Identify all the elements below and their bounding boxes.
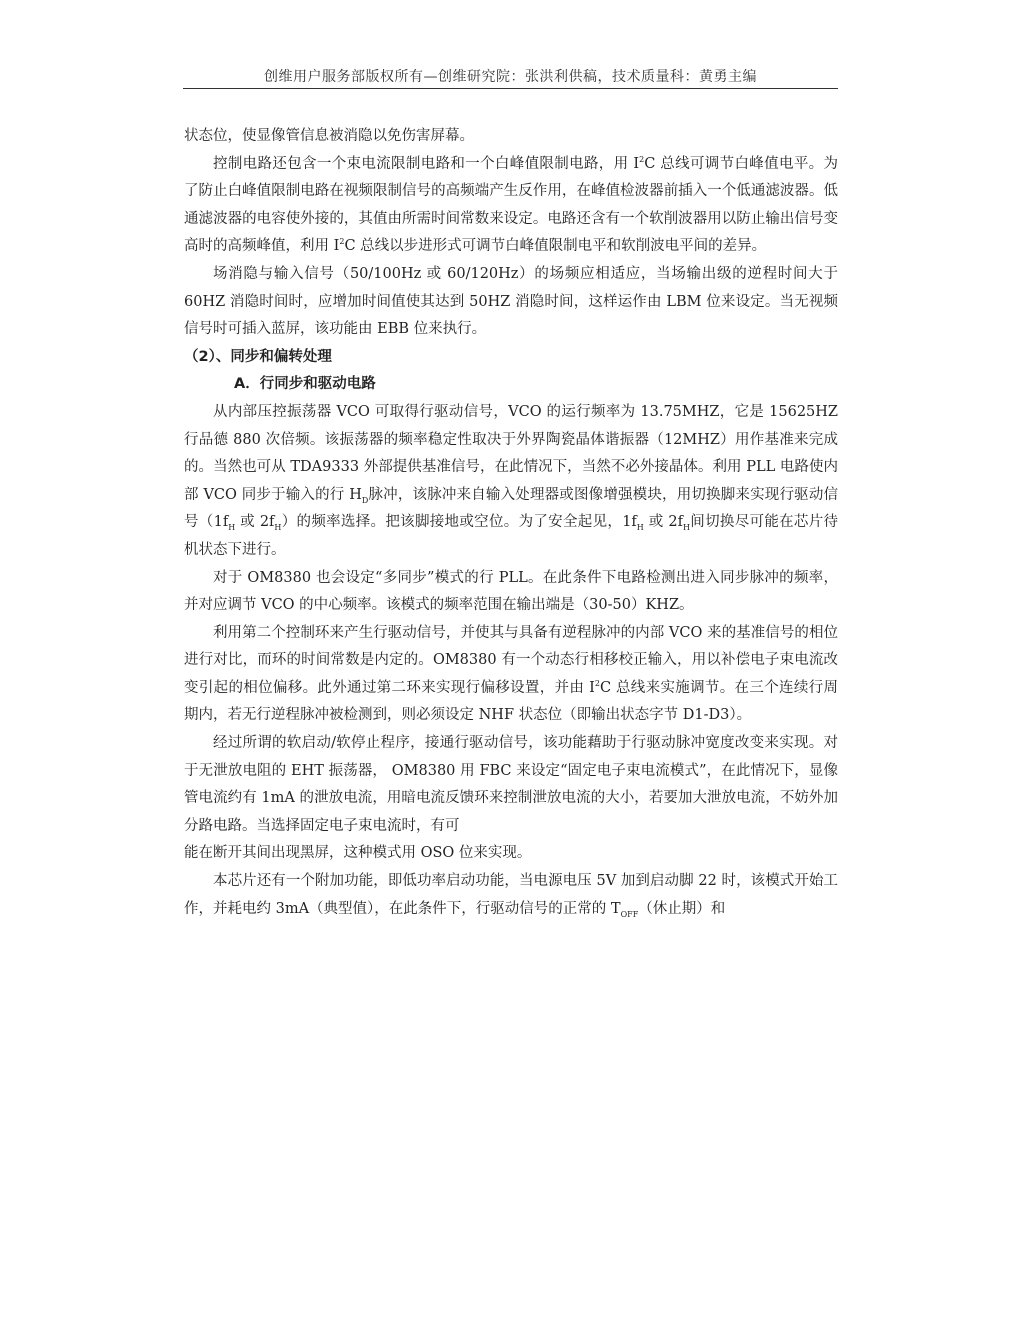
superscript: 2: [339, 237, 345, 247]
subscript: H: [636, 523, 644, 533]
paragraph-9: [184, 868, 838, 923]
paragraph-6: [184, 620, 838, 730]
superscript: 2: [594, 679, 600, 689]
paragraph-2: [184, 151, 838, 261]
text-run: 间切换尽可能在芯片待机状态下进行。: [184, 514, 839, 558]
page-header: 创维用户服务部版权所有—创维研究院：张洪利供稿，技术质量科：黄勇主编: [264, 69, 757, 85]
text-run: 从内部压控振荡器 VCO 可取得行驱动信号，VCO 的运行频率为 13.75MHZ，它是 15625HZ 行品德 880 次倍频。该振荡器的频率稳定性取决于外界陶瓷晶体谐振器（12MHZ）用作基准来完成的。当然也可从 TDA9333 外部提供基准信号，在此情况下，当然不必外接晶体。利用 PLL 电路使内部 VCO 同步于输入的行 H: [184, 403, 838, 503]
paragraph-5: 对于 OM8380 也会设定“多同步”模式的行 PLL。在此条件下电路检测出进入同步脉冲的频率，并对应调节 VCO 的中心频率。该模式的频率范围在输出端是（30-50）KHZ。: [184, 569, 838, 614]
subsection-heading: A．行同步和驱动电路: [234, 376, 376, 393]
text-run: 本芯片还有一个附加功能，即低功率启动功能，当电源电压 5V 加到启动脚 22 时，该模式开始工作，并耗电约 3mA（典型值），在此条件下，行驱动信号的正常的 T: [184, 873, 838, 917]
text-run: （休止期）和: [638, 900, 726, 917]
paragraph-3: 场消隐与输入信号（50/100Hz 或 60/120Hz）的场频应相适应，当场输出级的逆程时间大于 60HZ 消隐时间时，应增加时间值使其达到 50HZ 消隐时间，这样运作由 LBM 位来设定。当无视频信号时可插入蓝屏，该功能由 EBB 位来执行。: [184, 265, 838, 338]
text-run: ）的频率选择。把该脚接地或空位。为了安全起见，1f: [281, 514, 637, 531]
document-body: [184, 123, 838, 923]
subscript: H: [683, 523, 690, 533]
paragraph-7: 经过所谓的软启动/软停止程序，接通行驱动信号，该功能藉助于行驱动脉冲宽度改变来实现。对于无泄放电阻的 EHT 振荡器， OM8380 用 FBC 来设定“固定电子束电流模式”，在此情况下，显像管电流约有 1mA 的泄放电流，用暗电流反馈环来控制泄放电流的大小，若要加大泄放电流，不妨外加分路电路。当选择固定电子束电流时，有可: [184, 735, 838, 834]
superscript: 2: [639, 154, 645, 164]
header-rule: [183, 88, 838, 89]
subscript: H: [274, 523, 282, 533]
text-run: C 总线以步进形式可调节白峰值限制电平和软削波电平间的差异。: [344, 238, 767, 255]
subscript: OFF: [620, 909, 639, 919]
text-run: C 总线可调节白峰值电平。为了防止白峰值限制电路在视频限制信号的高频端产生反作用，在峰值检波器前插入一个低通滤波器。低通滤波器的电容使外接的，其值由所需时间常数来设定。电路还含有一个软削波器用以防止输出信号变高时的高频峰值，利用 I: [184, 155, 838, 255]
text-run: 利用第二个控制环来产生行驱动信号，并使其与具备有逆程脉冲的内部 VCO 来的基准信号的相位进行对比，而环的时间常数是内定的。OM8380 有一个动态行相移校正输入，用以补偿电子束电流改变引起的相位偏移。此外通过第二环来实现行偏移设置，并由 I: [184, 624, 838, 696]
paragraph-4: [184, 399, 838, 565]
text-run: 或 2f: [643, 514, 684, 531]
text-run: C 总线来实施调节。在三个连续行周期内，若无行逆程脉冲被检测到，则必须设定 NHF 状态位（即输出状态字节 D1-D3）。: [184, 679, 838, 724]
text-run: 脉冲，该脉冲来自输入处理器或图像增强模块，用切换脚来实现行驱动信号（1f: [184, 486, 838, 531]
section-heading: （2）、同步和偏转处理: [184, 348, 332, 365]
subscript: H: [228, 523, 236, 533]
paragraph-8: 能在断开其间出现黑屏，这种模式用 OSO 位来实现。: [184, 845, 532, 862]
subscript: D: [361, 495, 369, 505]
text-run: 控制电路还包含一个束电流限制电路和一个白峰值限制电路，用 I: [213, 155, 640, 172]
paragraph-1: 状态位，使显像管信息被消隐以免伤害屏幕。: [184, 128, 474, 144]
text-run: 或 2f: [235, 514, 275, 531]
